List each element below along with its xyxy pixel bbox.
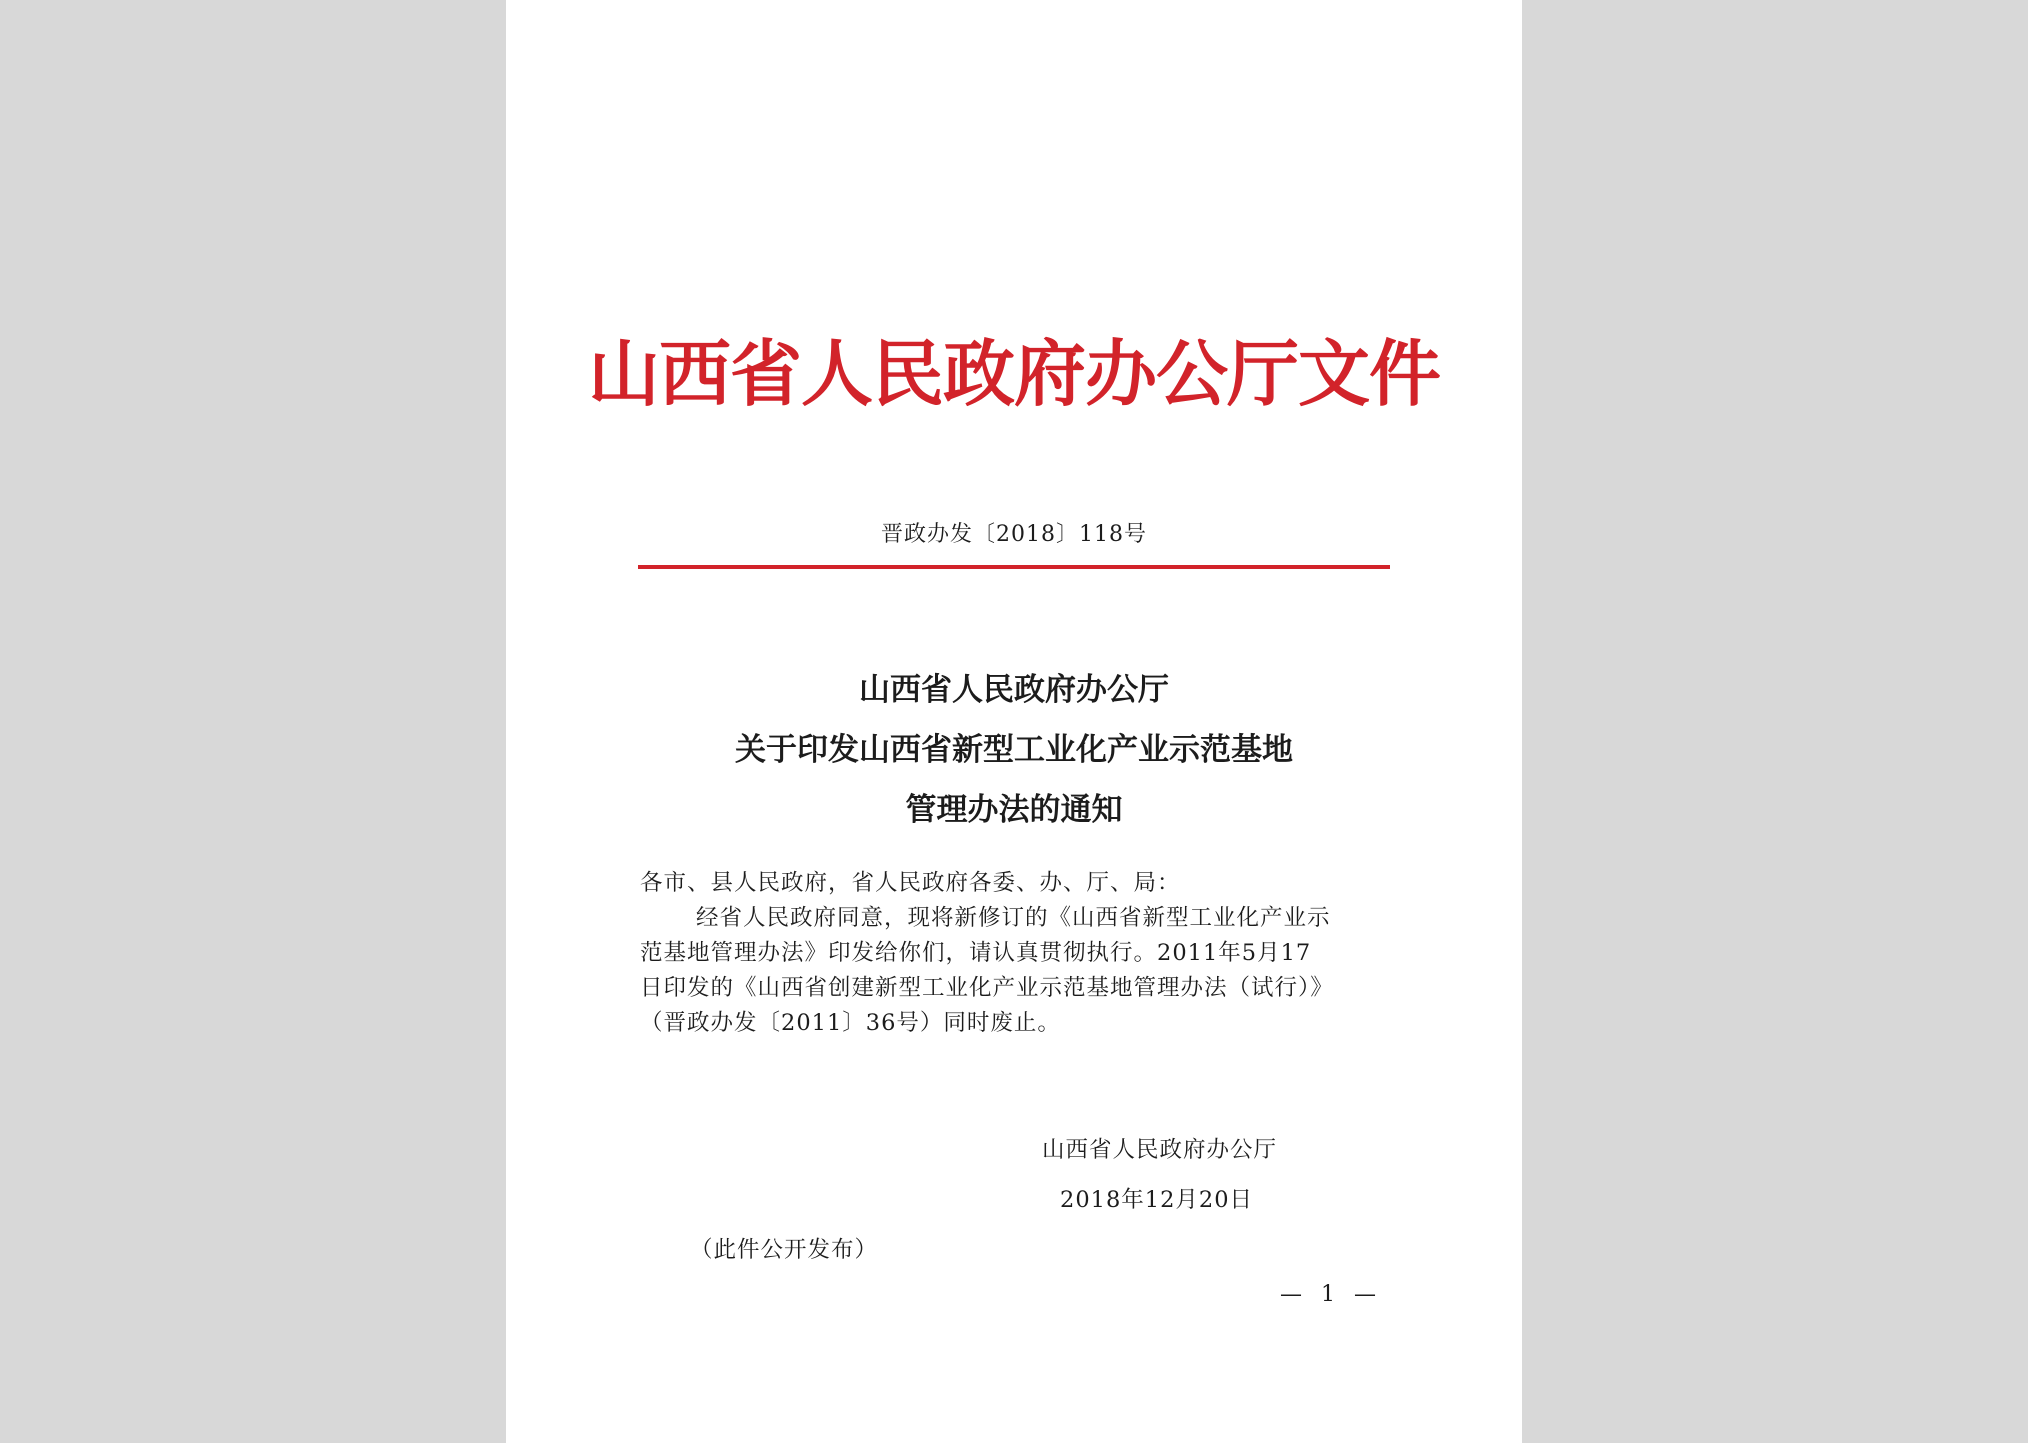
- addressee: 各市、县人民政府，省人民政府各委、办、厅、局：: [640, 870, 1181, 896]
- signature-organization: 山西省人民政府办公厅: [1042, 1137, 1278, 1163]
- body-line: 范基地管理办法》印发给你们，请认真贯彻执行。2011年5月17: [640, 940, 1312, 966]
- document-body: [640, 866, 1400, 1041]
- body-line: 经省人民政府同意，现将新修订的《山西省新型工业化产业示: [696, 905, 1331, 931]
- title-line: 关于印发山西省新型工业化产业示范基地: [735, 732, 1293, 768]
- document-number: 晋政办发〔2018〕118号: [881, 522, 1147, 547]
- document-masthead: 山西省人民政府办公厅文件: [587, 331, 1440, 416]
- body-line: （晋政办发〔2011〕36号）同时废止。: [640, 1010, 1061, 1036]
- document-page: [506, 0, 1522, 1443]
- publication-note: （此件公开发布）: [690, 1237, 879, 1263]
- page-number: — 1 —: [1280, 1282, 1382, 1307]
- title-line: 山西省人民政府办公厅: [859, 672, 1169, 708]
- title-line: 管理办法的通知: [905, 792, 1123, 828]
- signature-date: 2018年12月20日: [1060, 1187, 1254, 1213]
- body-line: 日印发的《山西省创建新型工业化产业示范基地管理办法（试行）》: [640, 975, 1334, 1001]
- red-separator-line: [638, 565, 1390, 569]
- document-title: [506, 660, 1522, 840]
